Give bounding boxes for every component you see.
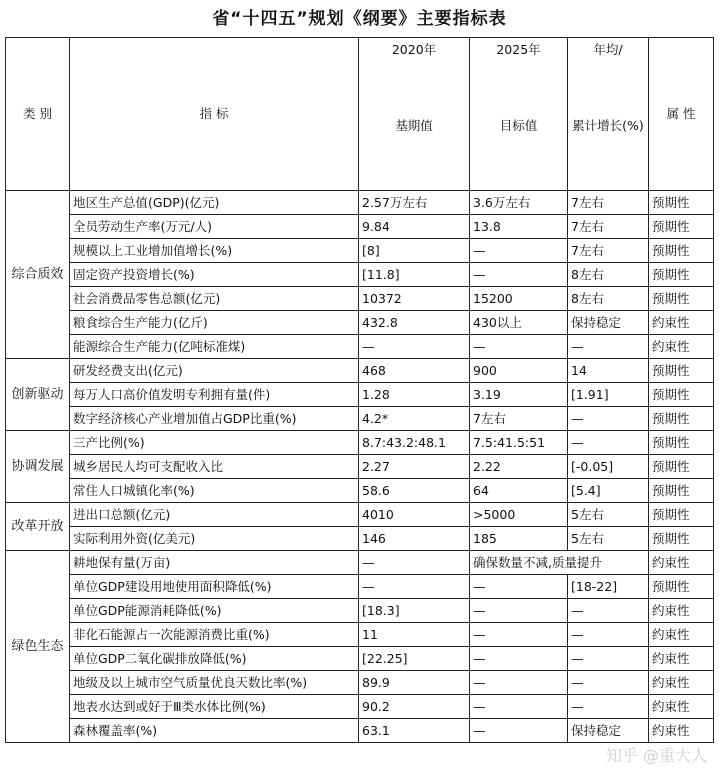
table-title: 省“十四五”规划《纲要》主要指标表 bbox=[212, 9, 507, 29]
base-cell: 11 bbox=[359, 623, 470, 647]
target-cell: 3.19 bbox=[470, 383, 568, 407]
indicator-cell: 全员劳动生产率(万元/人) bbox=[70, 215, 359, 239]
growth-cell: — bbox=[568, 671, 649, 695]
indicator-cell: 粮食综合生产能力(亿斤) bbox=[70, 311, 359, 335]
table-row bbox=[6, 335, 714, 359]
header-target: 目标值 bbox=[470, 62, 568, 191]
attr-cell: 约束性 bbox=[649, 647, 714, 671]
base-cell: 4.2* bbox=[359, 407, 470, 431]
target-cell: — bbox=[470, 599, 568, 623]
table-row bbox=[6, 695, 714, 719]
growth-cell: [-0.05] bbox=[568, 455, 649, 479]
attr-cell: 预期性 bbox=[649, 215, 714, 239]
indicator-cell: 数字经济核心产业增加值占GDP比重(%) bbox=[70, 407, 359, 431]
base-cell: 2.27 bbox=[359, 455, 470, 479]
target-cell: 15200 bbox=[470, 287, 568, 311]
base-cell: 90.2 bbox=[359, 695, 470, 719]
target-cell: 900 bbox=[470, 359, 568, 383]
base-cell: 468 bbox=[359, 359, 470, 383]
growth-cell: [1.91] bbox=[568, 383, 649, 407]
table-row bbox=[6, 263, 714, 287]
indicator-table bbox=[5, 37, 714, 743]
header-category: 类 别 bbox=[6, 38, 70, 191]
table-row bbox=[6, 407, 714, 431]
indicator-cell: 进出口总额(亿元) bbox=[70, 503, 359, 527]
table-row bbox=[6, 575, 714, 599]
growth-cell: — bbox=[568, 407, 649, 431]
indicator-cell: 固定资产投资增长(%) bbox=[70, 263, 359, 287]
attr-cell: 约束性 bbox=[649, 311, 714, 335]
attr-cell: 预期性 bbox=[649, 359, 714, 383]
table-row bbox=[6, 671, 714, 695]
table-row bbox=[6, 719, 714, 743]
indicator-cell: 地表水达到或好于Ⅲ类水体比例(%) bbox=[70, 695, 359, 719]
base-cell: — bbox=[359, 551, 470, 575]
growth-cell: 5左右 bbox=[568, 527, 649, 551]
target-cell: 3.6万左右 bbox=[470, 191, 568, 215]
attr-cell: 约束性 bbox=[649, 551, 714, 575]
indicator-cell: 城乡居民人均可支配收入比 bbox=[70, 455, 359, 479]
attr-cell: 预期性 bbox=[649, 191, 714, 215]
target-cell: 7.5:41.5:51 bbox=[470, 431, 568, 455]
target-cell: 430以上 bbox=[470, 311, 568, 335]
target-cell: — bbox=[470, 671, 568, 695]
target-cell: — bbox=[470, 239, 568, 263]
attr-cell: 约束性 bbox=[649, 335, 714, 359]
growth-cell: 7左右 bbox=[568, 239, 649, 263]
growth-cell: — bbox=[568, 599, 649, 623]
base-cell: 146 bbox=[359, 527, 470, 551]
attr-cell: 预期性 bbox=[649, 503, 714, 527]
growth-cell: — bbox=[568, 431, 649, 455]
table-row bbox=[6, 479, 714, 503]
indicator-cell: 研发经费支出(亿元) bbox=[70, 359, 359, 383]
attr-cell: 预期性 bbox=[649, 263, 714, 287]
target-cell: — bbox=[470, 647, 568, 671]
attr-cell: 约束性 bbox=[649, 599, 714, 623]
table-row bbox=[6, 551, 714, 575]
indicator-cell: 单位GDP建设用地使用面积降低(%) bbox=[70, 575, 359, 599]
target-cell: — bbox=[470, 263, 568, 287]
target-cell: 7左右 bbox=[470, 407, 568, 431]
indicator-cell: 规模以上工业增加值增长(%) bbox=[70, 239, 359, 263]
header-2025: 2025年 bbox=[470, 38, 568, 63]
indicator-cell: 地级及以上城市空气质量优良天数比率(%) bbox=[70, 671, 359, 695]
table-row bbox=[6, 455, 714, 479]
indicator-cell: 非化石能源占一次能源消费比重(%) bbox=[70, 623, 359, 647]
table-row bbox=[6, 647, 714, 671]
target-cell: 64 bbox=[470, 479, 568, 503]
attr-cell: 预期性 bbox=[649, 431, 714, 455]
category-cell: 综合质效 bbox=[6, 191, 70, 359]
target-cell: 185 bbox=[470, 527, 568, 551]
target-cell: 2.22 bbox=[470, 455, 568, 479]
attr-cell: 预期性 bbox=[649, 407, 714, 431]
base-cell: — bbox=[359, 335, 470, 359]
attr-cell: 约束性 bbox=[649, 671, 714, 695]
header-annual: 年均/ bbox=[568, 38, 649, 63]
base-cell: [8] bbox=[359, 239, 470, 263]
growth-cell: [18-22] bbox=[568, 575, 649, 599]
indicator-cell: 实际利用外资(亿美元) bbox=[70, 527, 359, 551]
target-cell: — bbox=[470, 623, 568, 647]
base-cell: 8.7:43.2:48.1 bbox=[359, 431, 470, 455]
attr-cell: 预期性 bbox=[649, 455, 714, 479]
indicator-cell: 常住人口城镇化率(%) bbox=[70, 479, 359, 503]
header-attribute: 属 性 bbox=[649, 38, 714, 191]
attr-cell: 预期性 bbox=[649, 575, 714, 599]
indicator-cell: 每万人口高价值发明专利拥有量(件) bbox=[70, 383, 359, 407]
base-cell: 9.84 bbox=[359, 215, 470, 239]
watermark: 知乎 @重大人 bbox=[605, 746, 707, 765]
growth-cell: — bbox=[568, 335, 649, 359]
growth-cell: — bbox=[568, 647, 649, 671]
base-cell: 10372 bbox=[359, 287, 470, 311]
indicator-cell: 三产比例(%) bbox=[70, 431, 359, 455]
base-cell: [18.3] bbox=[359, 599, 470, 623]
category-cell: 协调发展 bbox=[6, 431, 70, 503]
table-row bbox=[6, 599, 714, 623]
header-indicator: 指 标 bbox=[70, 38, 359, 191]
table-row bbox=[6, 311, 714, 335]
indicator-cell: 耕地保有量(万亩) bbox=[70, 551, 359, 575]
indicator-cell: 单位GDP能源消耗降低(%) bbox=[70, 599, 359, 623]
growth-cell: 8左右 bbox=[568, 263, 649, 287]
base-cell: [22.25] bbox=[359, 647, 470, 671]
table-row bbox=[6, 623, 714, 647]
base-cell: 1.28 bbox=[359, 383, 470, 407]
indicator-cell: 单位GDP二氧化碳排放降低(%) bbox=[70, 647, 359, 671]
base-cell: 2.57万左右 bbox=[359, 191, 470, 215]
target-cell: 13.8 bbox=[470, 215, 568, 239]
table-row bbox=[6, 431, 714, 455]
growth-cell: 保持稳定 bbox=[568, 719, 649, 743]
attr-cell: 预期性 bbox=[649, 383, 714, 407]
category-cell: 绿色生态 bbox=[6, 551, 70, 743]
table-row bbox=[6, 527, 714, 551]
attr-cell: 预期性 bbox=[649, 287, 714, 311]
base-cell: 4010 bbox=[359, 503, 470, 527]
attr-cell: 预期性 bbox=[649, 527, 714, 551]
base-cell: — bbox=[359, 575, 470, 599]
growth-cell: — bbox=[568, 623, 649, 647]
base-cell: 89.9 bbox=[359, 671, 470, 695]
base-cell: [11.8] bbox=[359, 263, 470, 287]
attr-cell: 预期性 bbox=[649, 239, 714, 263]
target-cell: — bbox=[470, 335, 568, 359]
header-growth: 累计增长(%) bbox=[568, 62, 649, 191]
growth-cell: [5.4] bbox=[568, 479, 649, 503]
category-cell: 创新驱动 bbox=[6, 359, 70, 431]
growth-cell: — bbox=[568, 695, 649, 719]
base-cell: 63.1 bbox=[359, 719, 470, 743]
table-row bbox=[6, 287, 714, 311]
header-2020: 2020年 bbox=[359, 38, 470, 63]
table-row bbox=[6, 239, 714, 263]
growth-cell: 5左右 bbox=[568, 503, 649, 527]
table-row bbox=[6, 191, 714, 215]
target-cell: — bbox=[470, 575, 568, 599]
indicator-cell: 森林覆盖率(%) bbox=[70, 719, 359, 743]
base-cell: 432.8 bbox=[359, 311, 470, 335]
attr-cell: 预期性 bbox=[649, 479, 714, 503]
table-row bbox=[6, 503, 714, 527]
indicator-cell: 地区生产总值(GDP)(亿元) bbox=[70, 191, 359, 215]
header-base: 基期值 bbox=[359, 62, 470, 191]
growth-cell: 7左右 bbox=[568, 215, 649, 239]
growth-cell: 保持稳定 bbox=[568, 311, 649, 335]
growth-cell: 7左右 bbox=[568, 191, 649, 215]
indicator-cell: 社会消费品零售总额(亿元) bbox=[70, 287, 359, 311]
target-cell: 确保数量不减,质量提升 bbox=[470, 551, 649, 575]
table-row bbox=[6, 359, 714, 383]
indicator-cell: 能源综合生产能力(亿吨标准煤) bbox=[70, 335, 359, 359]
target-cell: >5000 bbox=[470, 503, 568, 527]
table-row bbox=[6, 215, 714, 239]
base-cell: 58.6 bbox=[359, 479, 470, 503]
target-cell: — bbox=[470, 719, 568, 743]
category-cell: 改革开放 bbox=[6, 503, 70, 551]
attr-cell: 约束性 bbox=[649, 695, 714, 719]
attr-cell: 约束性 bbox=[649, 719, 714, 743]
attr-cell: 约束性 bbox=[649, 623, 714, 647]
growth-cell: 8左右 bbox=[568, 287, 649, 311]
target-cell: — bbox=[470, 695, 568, 719]
table-row bbox=[6, 383, 714, 407]
growth-cell: 14 bbox=[568, 359, 649, 383]
